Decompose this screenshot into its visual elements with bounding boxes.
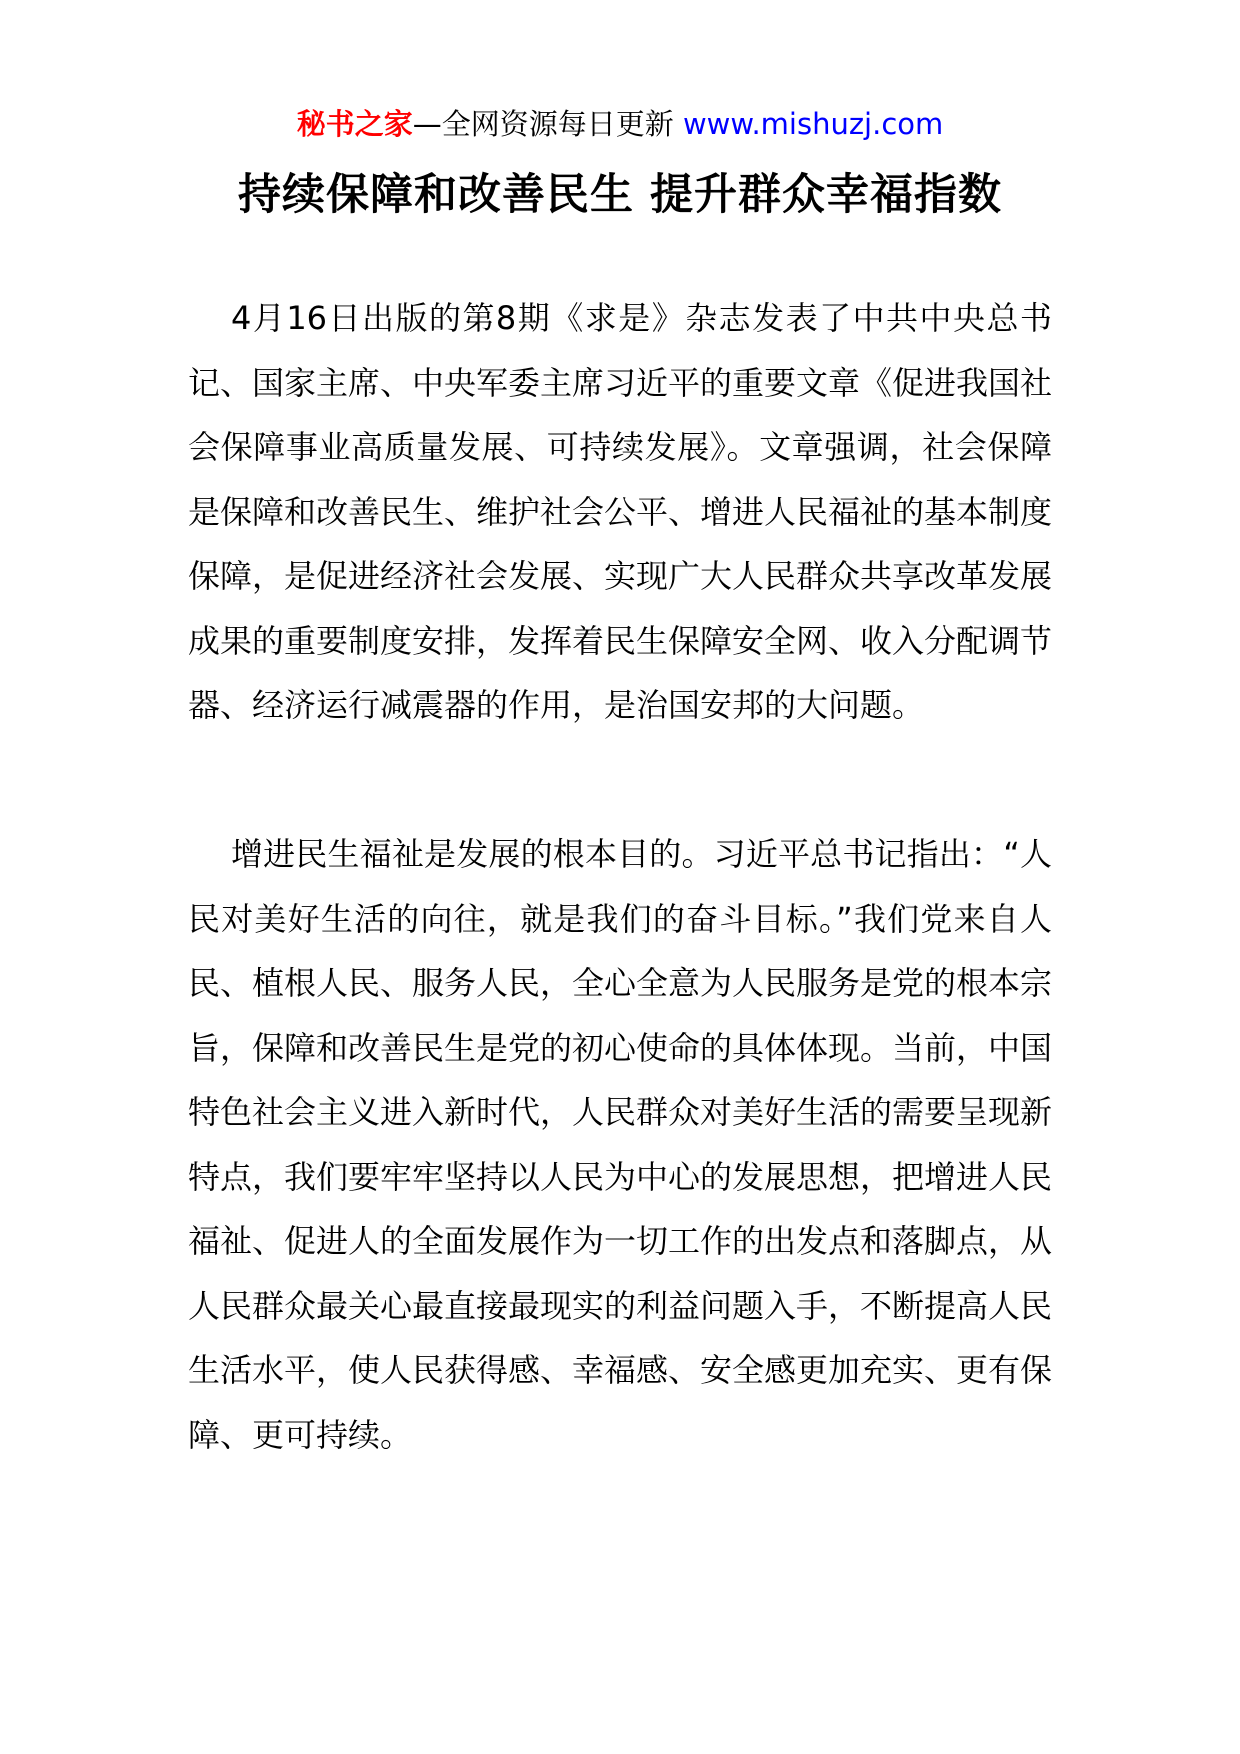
body-paragraph: 增进民生福祉是发展的根本目的。习近平总书记指出：“人民对美好生活的向往，就是我们的奋斗目标。”我们党来自人民、植根人民、服务人民，全心全意为人民服务是党的根本宗旨，保障和改善民生是党的初心使命的具体体现。当前，中国特色社会主义进入新时代，人民群众对美好生活的需要呈现新特点，我们要牢牢坚持以人民为中心的发展思想，把增进人民福祉、促进人的全面发展作为一切工作的出发点和落脚点，从人民群众最关心最直接最现实的利益问题入手，不断提高人民生活水平，使人民获得感、幸福感、安全感更加充实、更有保障、更可持续。 <box>188 835 1053 1454</box>
site-tagline: —全网资源每日更新 <box>412 107 674 141</box>
body-paragraph: 4月16日出版的第8期《求是》杂志发表了中共中央总书记、国家主席、中央军委主席习近平的重要文章《促进我国社会保障事业高质量发展、可持续发展》。文章强调，社会保障是保障和改善民生、维护社会公平、增进人民福祉的基本制度保障，是促进经济社会发展、实现广大人民群众共享改革发展成果的重要制度安排，发挥着民生保障安全网、收入分配调节器、经济运行减震器的作用，是治国安邦的大问题。 <box>188 299 1053 724</box>
site-header <box>0 104 1240 144</box>
site-url-link[interactable]: www.mishuzj.com <box>682 107 944 141</box>
site-brand: 秘书之家 <box>296 107 413 141</box>
document-title: 持续保障和改善民生 提升群众幸福指数 <box>238 170 1002 220</box>
